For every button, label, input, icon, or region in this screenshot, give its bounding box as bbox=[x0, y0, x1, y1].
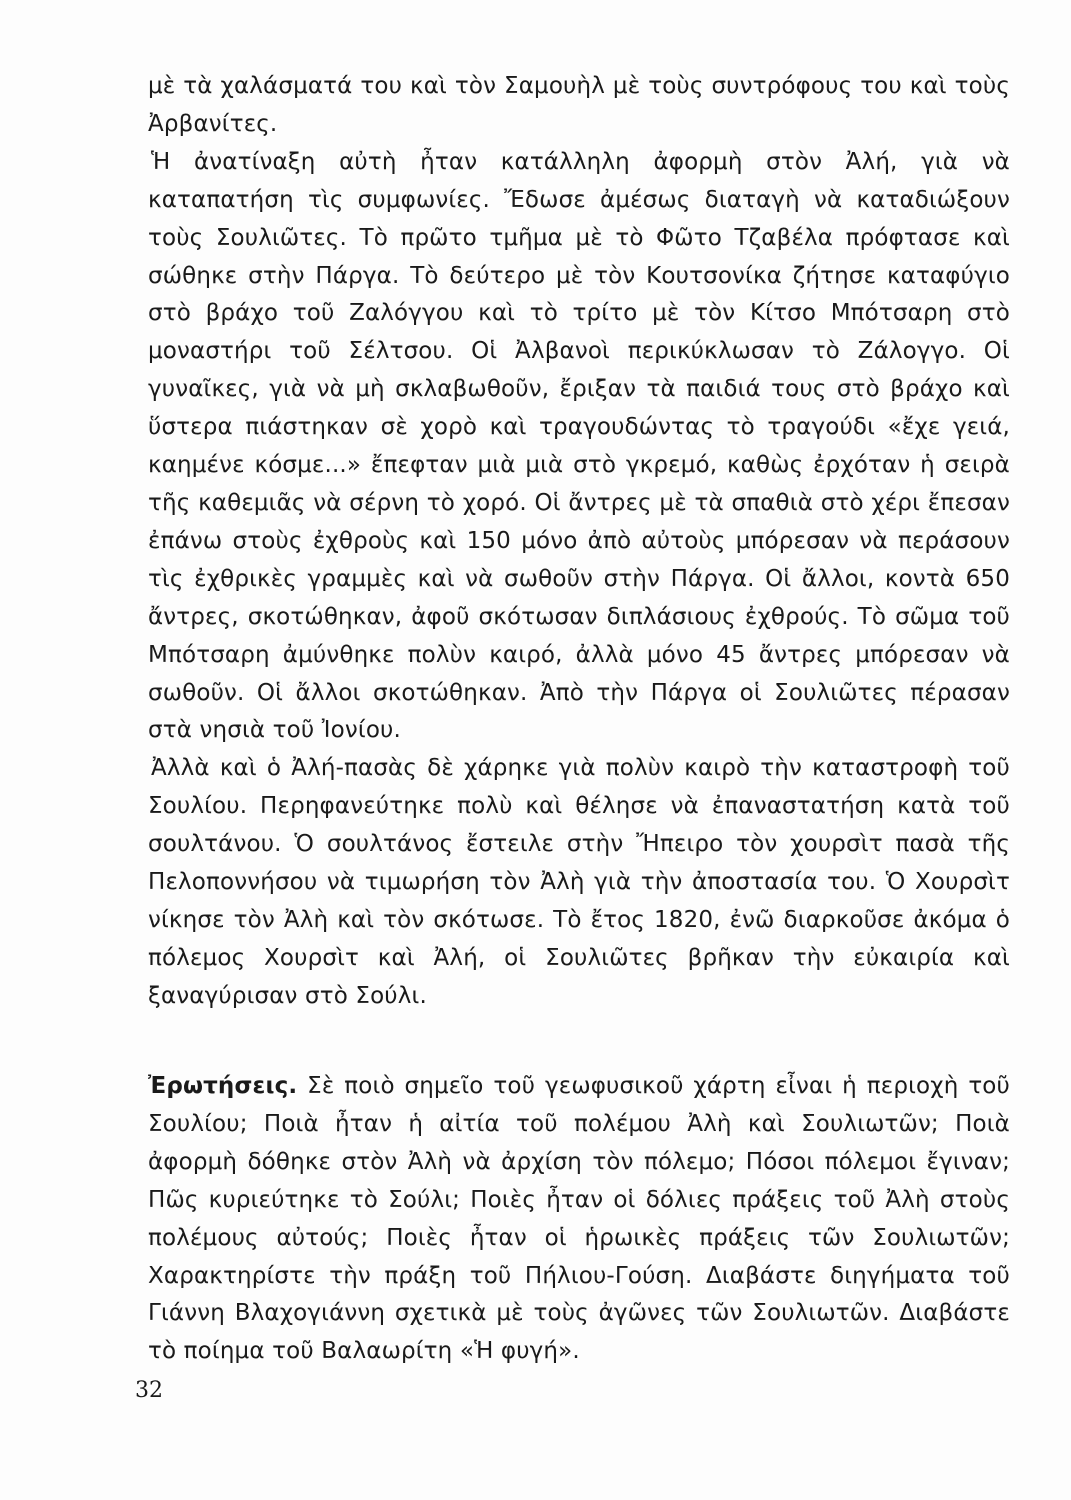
paragraph-continuation: μὲ τὰ χαλάσματά του καὶ τὸν Σαμουὴλ μὲ τοὺς συντρόφους του καὶ τοὺς Ἀρβανίτες. bbox=[148, 73, 1010, 137]
page-number: 32 bbox=[135, 1378, 163, 1403]
paragraph-ali-pasha: Ἀλλὰ καὶ ὁ Ἀλή-πασὰς δὲ χάρηκε γιὰ πολὺν καιρὸ τὴν καταστροφὴ τοῦ Σουλίου. Περηφανεύτηκε πολὺ καὶ θέλησε νὰ ἐπαναστατήση κατὰ τοῦ σουλτάνου. Ὁ σουλτάνος ἔστειλε στὴν Ἤπειρο τὸν χουρσὶτ πασὰ τῆς Πελοποννήσου νὰ τιμωρήση τὸν Ἀλὴ γιὰ τὴν ἀποστασία του. Ὁ Χουρσὶτ νίκησε τὸν Ἀλὴ καὶ τὸν σκότωσε. Τὸ ἔτος 1820, ἐνῶ διαρκοῦσε ἀκόμα ὁ πόλεμος Χουρσὶτ καὶ Ἀλή, οἱ Σουλιῶτες βρῆκαν τὴν εὐκαιρία καὶ ξαναγύρισαν στὸ Σούλι. bbox=[148, 755, 1010, 1009]
questions-label: Ἐρωτήσεις. bbox=[148, 1073, 298, 1099]
body-text bbox=[148, 68, 1010, 1016]
questions-paragraph bbox=[148, 1068, 1010, 1371]
questions-text: Σὲ ποιὸ σημεῖο τοῦ γεωφυσικοῦ χάρτη εἶναι ἡ περιοχὴ τοῦ Σουλίου; Ποιὰ ἦταν ἡ αἰτία τοῦ πολέμου Ἀλὴ καὶ Σουλιωτῶν; Ποιὰ ἀφορμὴ δόθηκε στὸν Ἀλὴ νὰ ἀρχίση τὸν πόλεμο; Πόσοι πόλεμοι ἔγιναν; Πῶς κυριεύτηκε τὸ Σούλι; Ποιὲς ἦταν οἱ δόλιες πράξεις τοῦ Ἀλὴ στοὺς πολέμους αὐτούς; Ποιὲς ἦταν οἱ ἡρωικὲς πράξεις τῶν Σουλιωτῶν; Χαρακτηρίστε τὴν πράξη τοῦ Πήλιου-Γούση. Διαβάστε διηγήματα τοῦ Γιάννη Βλαχογιάννη σχετικὰ μὲ τοὺς ἀγῶνες τῶν Σουλιωτῶν. Διαβάστε τὸ ποίημα τοῦ Βαλαωρίτη «Ἡ φυγή». bbox=[148, 1073, 1010, 1365]
paragraph-zalongo: Ἡ ἀνατίναξη αὐτὴ ἦταν κατάλληλη ἀφορμὴ στὸν Ἀλή, γιὰ νὰ καταπατήση τὶς συμφωνίες. Ἔδωσε ἀμέσως διαταγὴ νὰ καταδιώξουν τοὺς Σουλιῶτες. Τὸ πρῶτο τμῆμα μὲ τὸ Φῶτο Τζαβέλα πρόφτασε καὶ σώθηκε στὴν Πάργα. Τὸ δεύτερο μὲ τὸν Κουτσονίκα ζήτησε καταφύγιο στὸ βράχο τοῦ Ζαλόγγου καὶ τὸ τρίτο μὲ τὸν Κίτσο Μπότσαρη στὸ μοναστήρι τοῦ Σέλτσου. Οἱ Ἀλβανοὶ περικύκλωσαν τὸ Ζάλογγο. Οἱ γυναῖκες, γιὰ νὰ μὴ σκλαβωθοῦν, ἔριξαν τὰ παιδιά τους στὸ βράχο καὶ ὕστερα πιάστηκαν σὲ χορὸ καὶ τραγουδώντας τὸ τραγούδι «ἔχε γειά, καημένε κόσμε...» ἔπεφταν μιὰ μιὰ στὸ γκρεμό, καθὼς ἐρχόταν ἡ σειρὰ τῆς καθεμιᾶς νὰ σέρνη τὸ χορό. Οἱ ἄντρες μὲ τὰ σπαθιὰ στὸ χέρι ἔπεσαν ἐπάνω στοὺς ἐχθροὺς καὶ 150 μόνο ἀπὸ αὐτοὺς μπόρεσαν νὰ περάσουν τὶς ἐχθρικὲς γραμμὲς καὶ νὰ σωθοῦν στὴν Πάργα. Οἱ ἄλλοι, κοντὰ 650 ἄντρες, σκοτώθηκαν, ἀφοῦ σκότωσαν διπλάσιους ἐχθρούς. Τὸ σῶμα τοῦ Μπότσαρη ἀμύνθηκε πολὺν καιρό, ἀλλὰ μόνο 45 ἄντρες μπόρεσαν νὰ σωθοῦν. Οἱ ἄλλοι σκοτώθηκαν. Ἀπὸ τὴν Πάργα οἱ Σουλιῶτες πέρασαν στὰ νησιὰ τοῦ Ἰονίου. bbox=[148, 148, 1010, 744]
questions-section bbox=[148, 1068, 1010, 1371]
